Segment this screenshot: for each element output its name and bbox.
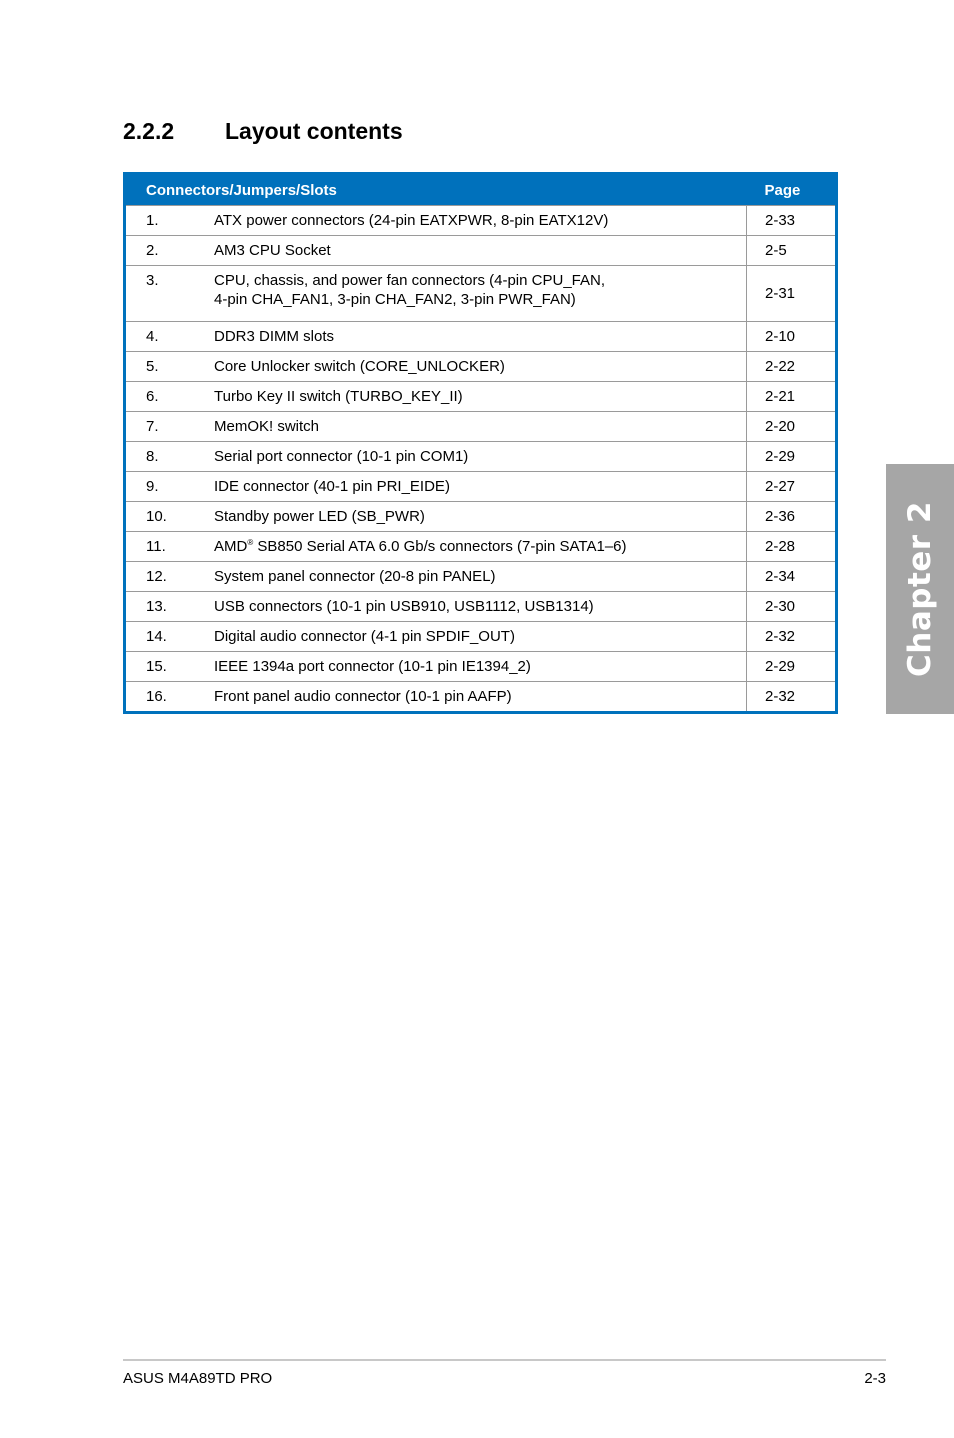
row-page: 2-34 <box>747 562 837 592</box>
row-number: 10. <box>125 502 215 532</box>
table-row <box>125 682 837 713</box>
row-description: Turbo Key II switch (TURBO_KEY_II) <box>214 382 747 412</box>
row-page: 2-27 <box>747 472 837 502</box>
row-number: 8. <box>125 442 215 472</box>
row-number: 13. <box>125 592 215 622</box>
row-page: 2-10 <box>747 322 837 352</box>
table-row <box>125 322 837 352</box>
table-row <box>125 236 837 266</box>
table-row <box>125 412 837 442</box>
row-description: Digital audio connector (4-1 pin SPDIF_OUT) <box>214 622 747 652</box>
row-description: IDE connector (40-1 pin PRI_EIDE) <box>214 472 747 502</box>
row-description-line-2: 4-pin CHA_FAN1, 3-pin CHA_FAN2, 3-pin PWR_FAN) <box>214 291 576 308</box>
row-page: 2-30 <box>747 592 837 622</box>
row-description: MemOK! switch <box>214 412 747 442</box>
row-page: 2-32 <box>747 622 837 652</box>
table-row <box>125 382 837 412</box>
row-description: Core Unlocker switch (CORE_UNLOCKER) <box>214 352 747 382</box>
table-row <box>125 352 837 382</box>
table-row <box>125 266 837 322</box>
row-description: Standby power LED (SB_PWR) <box>214 502 747 532</box>
registered-mark: ® <box>247 538 254 547</box>
table-row <box>125 622 837 652</box>
row-page: 2-22 <box>747 352 837 382</box>
footer-product-name: ASUS M4A89TD PRO <box>123 1370 273 1387</box>
row-number: 11. <box>125 532 215 562</box>
row-number: 16. <box>125 682 215 713</box>
row-number: 15. <box>125 652 215 682</box>
table-row <box>125 562 837 592</box>
row-number: 7. <box>125 412 215 442</box>
header-page: Page <box>747 174 837 206</box>
row-description: Front panel audio connector (10-1 pin AAFP) <box>214 682 747 713</box>
row-number: 14. <box>125 622 215 652</box>
footer-divider <box>123 1359 886 1361</box>
row-page: 2-20 <box>747 412 837 442</box>
row-page: 2-21 <box>747 382 837 412</box>
table-row <box>125 502 837 532</box>
row-page: 2-36 <box>747 502 837 532</box>
row-number: 2. <box>125 236 215 266</box>
table-row <box>125 592 837 622</box>
row-description: Serial port connector (10-1 pin COM1) <box>214 442 747 472</box>
table-header-row <box>125 174 837 206</box>
row-description: System panel connector (20-8 pin PANEL) <box>214 562 747 592</box>
section-heading <box>123 118 403 145</box>
table-row <box>125 532 837 562</box>
row-page: 2-33 <box>747 206 837 236</box>
row-number: 4. <box>125 322 215 352</box>
row-page: 2-29 <box>747 442 837 472</box>
row-number: 9. <box>125 472 215 502</box>
amd-brand: AMD <box>214 538 248 555</box>
row-description: DDR3 DIMM slots <box>214 322 747 352</box>
row-page: 2-5 <box>747 236 837 266</box>
table-row <box>125 206 837 236</box>
row-page: 2-28 <box>747 532 837 562</box>
footer-page-number: 2-3 <box>864 1370 886 1387</box>
section-title: Layout contents <box>225 118 403 144</box>
row-description: ATX power connectors (24-pin EATXPWR, 8-pin EATX12V) <box>214 206 747 236</box>
row-number: 6. <box>125 382 215 412</box>
row-description: IEEE 1394a port connector (10-1 pin IE1394_2) <box>214 652 747 682</box>
row-description <box>214 532 747 562</box>
table-row <box>125 652 837 682</box>
row-number: 12. <box>125 562 215 592</box>
chapter-tab <box>886 464 954 714</box>
chapter-tab-label: Chapter 2 <box>902 501 938 677</box>
row-description: AM3 CPU Socket <box>214 236 747 266</box>
table-row <box>125 472 837 502</box>
row-description <box>214 266 747 322</box>
row-page: 2-29 <box>747 652 837 682</box>
row-number: 1. <box>125 206 215 236</box>
row-page: 2-31 <box>747 266 837 322</box>
row-number: 3. <box>125 266 215 322</box>
row-description: USB connectors (10-1 pin USB910, USB1112, USB1314) <box>214 592 747 622</box>
row-page: 2-32 <box>747 682 837 713</box>
row-number: 5. <box>125 352 215 382</box>
row-description-rest: SB850 Serial ATA 6.0 Gb/s connectors (7-pin SATA1–6) <box>253 538 627 555</box>
layout-contents-table <box>123 172 838 714</box>
section-number: 2.2.2 <box>123 118 175 144</box>
row-description-line-1: CPU, chassis, and power fan connectors (4-pin CPU_FAN, <box>214 272 606 289</box>
header-connectors: Connectors/Jumpers/Slots <box>125 174 747 206</box>
table-row <box>125 442 837 472</box>
